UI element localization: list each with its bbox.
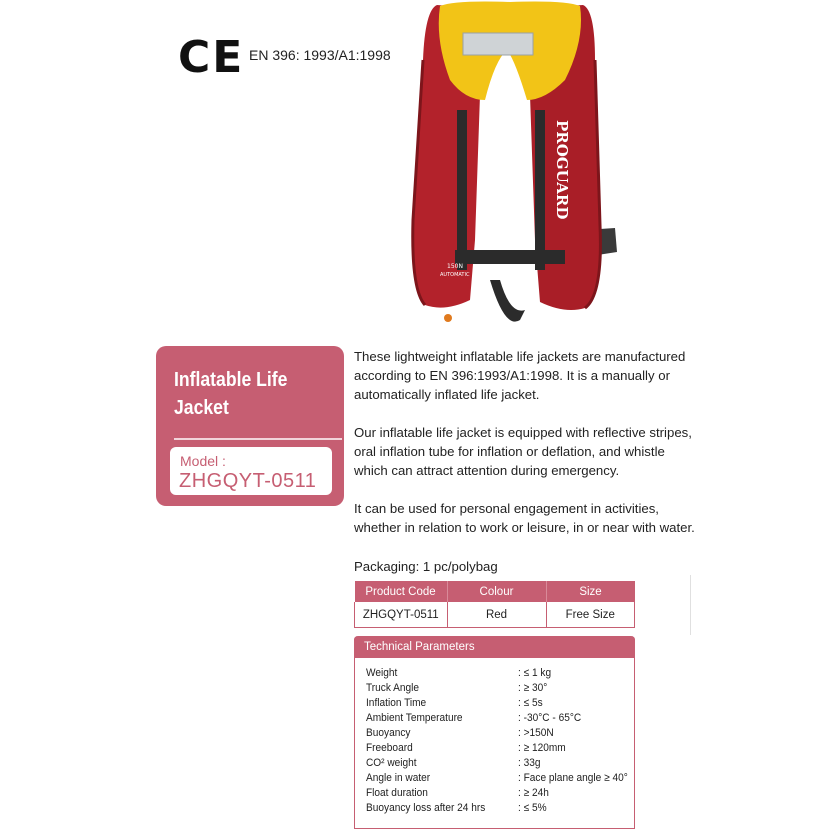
product-title: Inflatable Life Jacket xyxy=(174,369,288,419)
description-paragraph: Our inflatable life jacket is equipped with reflective stripes, oral inflation tube for inflation or deflation, and whistle which can attract attention during emergency. xyxy=(354,425,692,478)
list-item xyxy=(366,801,634,816)
technical-header xyxy=(354,636,635,658)
title-divider xyxy=(174,438,342,440)
param-name: Inflation Time xyxy=(366,697,427,709)
param-name: Freeboard xyxy=(366,742,413,754)
param-name: Buoyancy loss after 24 hrs xyxy=(366,802,486,814)
param-name: Angle in water xyxy=(366,772,431,784)
param-name: Weight xyxy=(366,667,398,679)
model-value: ZHGQYT-0511 xyxy=(179,470,317,492)
list-item xyxy=(366,786,634,801)
product-title-panel xyxy=(156,346,344,506)
param-name: Truck Angle xyxy=(366,682,420,694)
technical-rows xyxy=(366,666,634,816)
ce-mark-logo: CE xyxy=(178,32,245,83)
param-value: : ≥ 30° xyxy=(518,682,548,694)
param-value: : Face plane angle ≥ 40° xyxy=(518,772,628,784)
description-paragraph: These lightweight inflatable life jackets are manufactured according to EN 396:1993/A1:1998. It is a manually or automatically inflated life jacket. xyxy=(354,349,686,402)
param-value: : ≥ 120mm xyxy=(518,742,566,754)
list-item xyxy=(366,696,634,711)
divider-line xyxy=(690,575,691,635)
param-value: : >150N xyxy=(518,727,554,739)
standard-text: EN 396: 1993/A1:1998 xyxy=(249,47,391,63)
param-value: : 33g xyxy=(518,757,541,769)
param-name: Ambient Temperature xyxy=(366,712,463,724)
param-name: Float duration xyxy=(366,787,428,799)
packaging-text: Packaging: 1 pc/polybag xyxy=(354,559,498,574)
model-box xyxy=(170,447,332,495)
product-description xyxy=(354,347,699,556)
header-product-code: Product Code xyxy=(355,581,448,602)
param-value: : ≤ 1 kg xyxy=(518,667,552,679)
param-value: : ≤ 5s xyxy=(518,697,543,709)
param-value: : ≤ 5% xyxy=(518,802,547,814)
type-print: AUTOMATIC xyxy=(440,272,470,278)
technical-header-label: Technical Parameters xyxy=(364,641,475,653)
cell-size: Free Size xyxy=(546,602,635,628)
param-value: : -30°C - 65°C xyxy=(518,712,582,724)
header-size: Size xyxy=(546,581,635,602)
list-item xyxy=(366,726,634,741)
param-value: : ≥ 24h xyxy=(518,787,549,799)
param-name: Buoyancy xyxy=(366,727,411,739)
model-label: Model : xyxy=(180,453,226,469)
table-header-row xyxy=(355,581,635,602)
technical-parameters xyxy=(354,636,635,829)
product-table xyxy=(354,581,635,628)
brand-print: PROGUARD xyxy=(553,120,571,220)
param-name: CO² weight xyxy=(366,757,417,769)
cell-product-code: ZHGQYT-0511 xyxy=(355,602,448,628)
cell-colour: Red xyxy=(447,602,546,628)
life-jacket-image xyxy=(395,0,625,345)
header-colour: Colour xyxy=(447,581,546,602)
table-row xyxy=(355,602,635,628)
list-item xyxy=(366,756,634,771)
list-item xyxy=(366,666,634,681)
list-item xyxy=(366,771,634,786)
list-item xyxy=(366,741,634,756)
list-item xyxy=(366,681,634,696)
rating-print: 150N xyxy=(447,263,463,270)
list-item xyxy=(366,711,634,726)
description-paragraph: It can be used for personal engagement in activities, whether in relation to work or leisure, in or near with water. xyxy=(354,501,695,535)
